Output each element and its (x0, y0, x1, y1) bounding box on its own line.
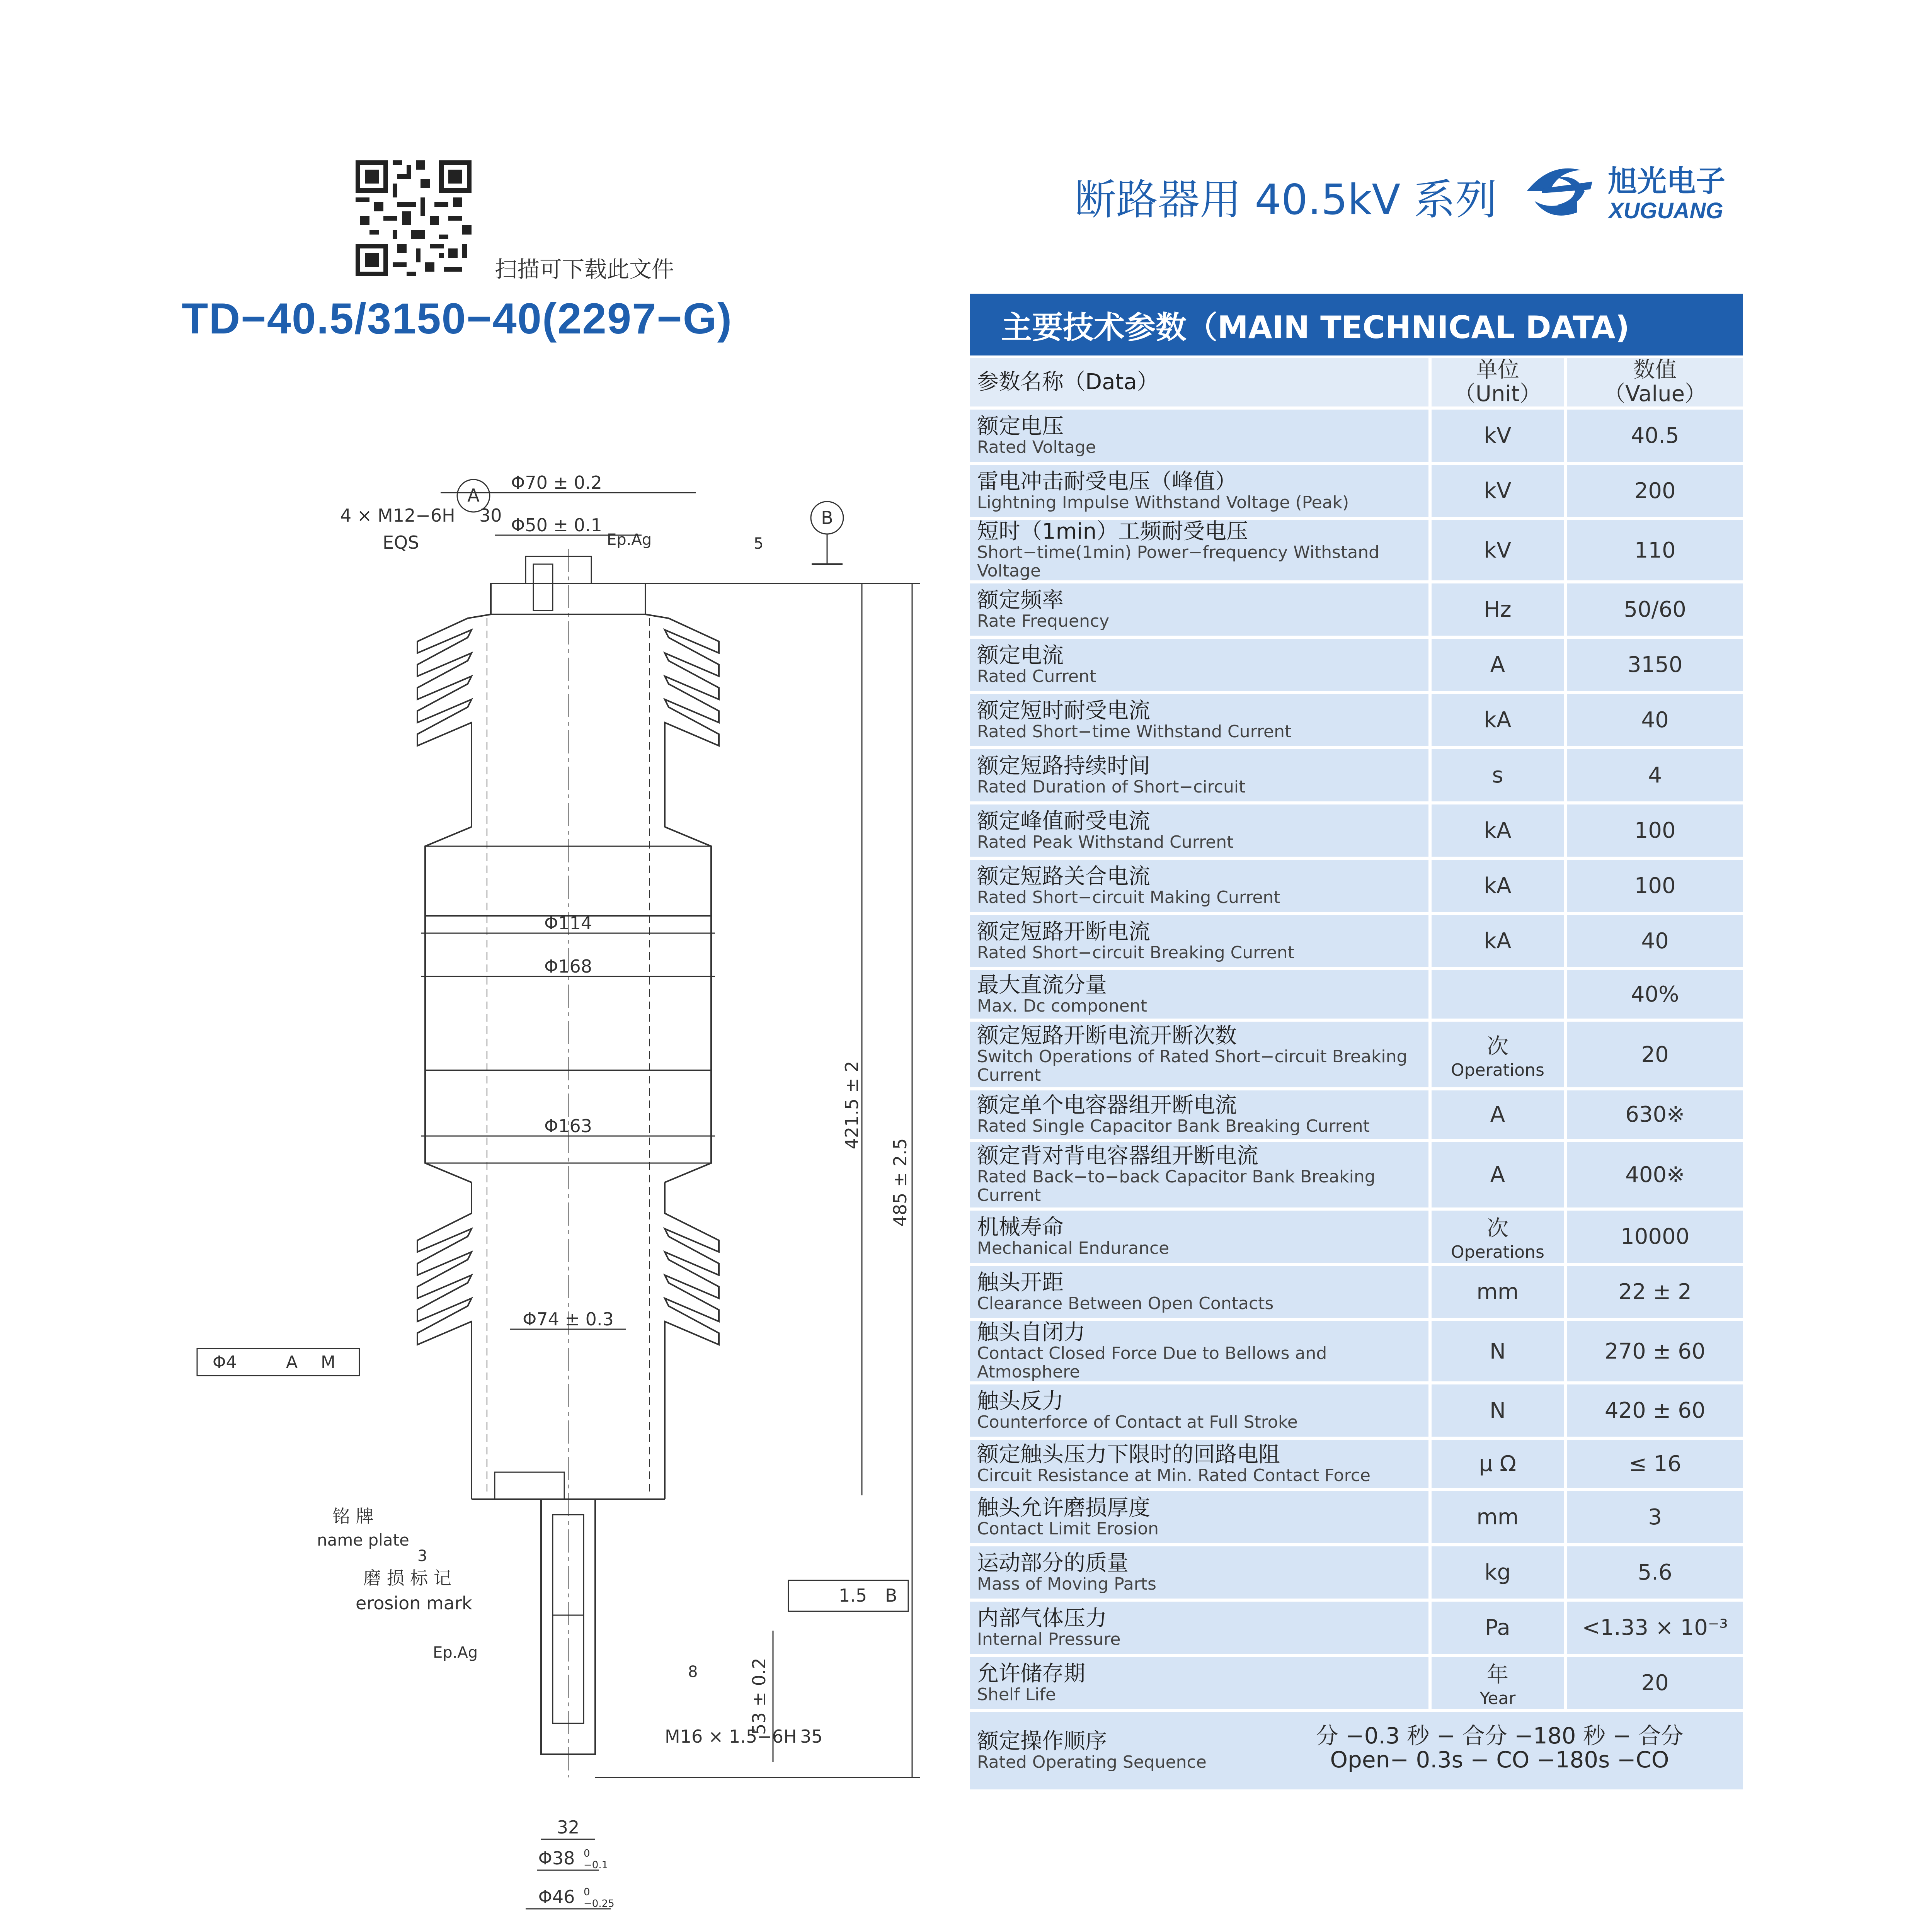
op-seq-cn: 分 −0.3 秒 − 合分 −180 秒 − 合分 (1316, 1723, 1684, 1749)
param-en: Switch Operations of Rated Short−circuit Breaking Current (977, 1047, 1408, 1085)
tech-row (970, 1266, 1743, 1318)
perp-ref: B (885, 1585, 897, 1606)
unit: N (1489, 1338, 1506, 1364)
value-cell: <1.33 × 10⁻³ (1567, 1602, 1743, 1654)
op-seq-value (1287, 1724, 1712, 1772)
param-cn: 运动部分的质量 (977, 1550, 1129, 1576)
param-cn: 机械寿命 (977, 1214, 1064, 1240)
value-cell: 40 (1567, 915, 1743, 967)
param-en: Short−time(1min) Power−frequency Withstand Voltage (977, 543, 1380, 581)
value-cell: 110 (1567, 520, 1743, 580)
value-cell: 40 (1567, 694, 1743, 746)
param-cn: 额定电流 (977, 643, 1064, 668)
param-cn: 额定背对背电容器组开断电流 (977, 1143, 1258, 1168)
param-en: Rated Operating Sequence (977, 1752, 1207, 1772)
param-cell (970, 749, 1428, 801)
param-cn: 触头开距 (977, 1270, 1064, 1295)
param-en: Lightning Impulse Withstand Voltage (Peak) (977, 492, 1349, 512)
param-en: Counterforce of Contact at Full Stroke (977, 1412, 1298, 1432)
unit-cell (1432, 410, 1564, 462)
tech-row (970, 583, 1743, 636)
unit-cell (1432, 639, 1564, 691)
eqs-label: EQS (383, 532, 419, 553)
tech-row (970, 1546, 1743, 1599)
unit-cell (1432, 520, 1564, 580)
value-cell: 20 (1567, 1022, 1743, 1087)
op-seq-en: Open− 0.3s − CO −180s −CO (1330, 1747, 1669, 1773)
col-param: 参数名称（Data） (970, 358, 1428, 406)
unit-cell (1432, 915, 1564, 967)
param-en: Internal Pressure (977, 1629, 1121, 1649)
param-en: Rated Voltage (977, 437, 1096, 457)
param-cell (970, 1321, 1428, 1381)
value-cell: 270 ± 60 (1567, 1321, 1743, 1381)
unit: A (1490, 1162, 1505, 1187)
brand-en: XUGUANG (1609, 198, 1723, 223)
unit: s (1492, 763, 1503, 788)
dim-3: 3 (417, 1547, 427, 1565)
value-cell: 3150 (1567, 639, 1743, 691)
unit: kA (1484, 929, 1512, 954)
tech-row (970, 1090, 1743, 1139)
nameplate-en: name plate (317, 1531, 409, 1549)
tech-row (970, 1657, 1743, 1709)
tech-row (970, 1440, 1743, 1488)
unit-cell (1432, 1602, 1564, 1654)
dim-h485: 485 ± 2.5 (890, 1138, 911, 1227)
unit-cell (1432, 1211, 1564, 1263)
param-cn: 额定单个电容器组开断电流 (977, 1092, 1237, 1118)
unit-cell (1432, 1321, 1564, 1381)
param-cn: 短时（1min）工频耐受电压 (977, 519, 1248, 544)
value-cell: 22 ± 2 (1567, 1266, 1743, 1318)
unit: kV (1484, 478, 1512, 503)
thread-bottom-depth: 35 (800, 1726, 823, 1747)
param-cn: 触头反力 (977, 1388, 1064, 1414)
unit: mm (1476, 1505, 1519, 1530)
param-cn: 额定频率 (977, 587, 1064, 613)
param-cell (970, 915, 1428, 967)
unit-cell (1432, 1440, 1564, 1488)
dim-h53: 53 ± 0.2 (749, 1658, 770, 1735)
epag-top: Ep.Ag (607, 531, 652, 549)
dim-d50: Φ50 ± 0.1 (511, 515, 602, 536)
nameplate-cn: 铭 牌 (332, 1506, 374, 1527)
unit: kA (1484, 873, 1512, 898)
tech-row (970, 694, 1743, 746)
dim-d70: Φ70 ± 0.2 (511, 472, 602, 493)
dim-d74: Φ74 ± 0.3 (523, 1309, 614, 1330)
tech-table (967, 355, 1746, 1793)
value-cell: 420 ± 60 (1567, 1384, 1743, 1437)
perp-tol: 1.5 (839, 1585, 867, 1606)
value-cell: 50/60 (1567, 583, 1743, 636)
param-cell (970, 1022, 1428, 1087)
tech-row (970, 1602, 1743, 1654)
param-cell (970, 1211, 1428, 1263)
dim-d168: Φ168 (544, 956, 592, 977)
unit-cell (1432, 749, 1564, 801)
param-cell (970, 1090, 1428, 1139)
dim-d163: Φ163 (544, 1116, 592, 1136)
param-en: Rate Frequency (977, 611, 1110, 631)
value-cell: 10000 (1567, 1211, 1743, 1263)
dim-d46: Φ46 (538, 1886, 575, 1907)
unit-cell (1432, 1546, 1564, 1599)
value-cell: 3 (1567, 1491, 1743, 1543)
param-cell (970, 639, 1428, 691)
param-cn: 额定短路开断电流 (977, 919, 1150, 944)
thread-top-depth: 30 (479, 505, 502, 526)
param-en: Rated Short−circuit Making Current (977, 887, 1280, 907)
position-tol-value: Φ4 (213, 1352, 237, 1372)
param-cn: 额定短路开断电流开断次数 (977, 1023, 1237, 1048)
brand-cn: 旭光电子 (1608, 164, 1725, 198)
param-cn: 额定峰值耐受电流 (977, 808, 1150, 834)
dim-d114: Φ114 (544, 913, 592, 934)
tech-row (970, 1321, 1743, 1381)
dim-d38-tol-hi: 0 (584, 1848, 590, 1859)
param-en: Rated Short−time Withstand Current (977, 721, 1292, 742)
param-cn: 最大直流分量 (977, 972, 1107, 998)
tech-row (970, 804, 1743, 857)
unit-en: Year (1479, 1689, 1516, 1708)
unit: kV (1484, 537, 1512, 563)
param-cn: 额定短路关合电流 (977, 864, 1150, 889)
qr-caption: 扫描可下载此文件 (495, 256, 674, 282)
unit: A (1490, 652, 1505, 677)
tech-row (970, 1491, 1743, 1543)
dim-d38: Φ38 (538, 1848, 575, 1869)
param-cell (970, 694, 1428, 746)
tech-row (970, 749, 1743, 801)
param-cell (970, 804, 1428, 857)
dim-d46-tol-hi: 0 (584, 1886, 590, 1898)
xuguang-logo (1519, 155, 1751, 228)
unit-cell (1432, 583, 1564, 636)
param-en: Rated Current (977, 666, 1096, 686)
dim-h421: 421.5 ± 2 (841, 1061, 862, 1150)
tech-row (970, 1211, 1743, 1263)
tech-table-header (970, 358, 1743, 406)
series-title: 断路器用 40.5kV 系列 (1074, 176, 1497, 224)
param-cn: 额定短路持续时间 (977, 753, 1150, 779)
unit: Hz (1484, 597, 1512, 622)
tech-row (970, 520, 1743, 580)
param-cn: 额定短时耐受电流 (977, 698, 1150, 723)
value-cell: 630※ (1567, 1090, 1743, 1139)
value-cell: ≤ 16 (1567, 1440, 1743, 1488)
tech-row (970, 860, 1743, 912)
tech-row (970, 639, 1743, 691)
param-en: Rated Single Capacitor Bank Breaking Current (977, 1116, 1370, 1136)
unit-cell (1432, 1090, 1564, 1139)
unit: 次 (1486, 1034, 1508, 1059)
param-cn: 额定电压 (977, 413, 1064, 439)
param-cell (970, 1657, 1428, 1709)
value-cell: 4 (1567, 749, 1743, 801)
model-number: TD−40.5/3150−40(2297−G) (182, 294, 733, 343)
param-cell (970, 1384, 1428, 1437)
param-cell (970, 1440, 1428, 1488)
unit: 次 (1486, 1216, 1508, 1241)
unit: A (1490, 1102, 1505, 1127)
thread-bottom: M16 × 1.5−6H (665, 1726, 797, 1747)
param-en: Mass of Moving Parts (977, 1574, 1156, 1594)
param-cn: 雷电冲击耐受电压（峰值） (977, 469, 1237, 494)
tech-row (970, 410, 1743, 462)
unit-cell (1432, 1384, 1564, 1437)
tech-row (970, 1142, 1743, 1208)
value-cell: 40% (1567, 970, 1743, 1019)
qr-code (356, 160, 472, 276)
unit: 年 (1486, 1662, 1508, 1687)
param-en: Contact Closed Force Due to Bellows and Atmosphere (977, 1344, 1327, 1382)
tech-row (970, 1022, 1743, 1087)
dim-8: 8 (688, 1663, 698, 1681)
param-cell (970, 520, 1428, 580)
param-cell (970, 970, 1428, 1019)
value-cell: 100 (1567, 804, 1743, 857)
unit: kV (1484, 423, 1512, 448)
unit-cell (1432, 970, 1564, 1019)
unit: mm (1476, 1279, 1519, 1304)
value-cell: 40.5 (1567, 410, 1743, 462)
param-en: Rated Duration of Short−circuit (977, 777, 1246, 797)
param-cell (970, 410, 1428, 462)
erosion-cn: 磨 损 标 记 (363, 1568, 451, 1588)
param-cn: 触头允许磨损厚度 (977, 1495, 1150, 1520)
unit: kA (1484, 818, 1512, 843)
unit-cell (1432, 694, 1564, 746)
unit-cell (1432, 1022, 1564, 1087)
unit-cell (1432, 1142, 1564, 1208)
erosion-en: erosion mark (356, 1593, 472, 1614)
param-en: Contact Limit Erosion (977, 1519, 1159, 1539)
unit-en: Operations (1451, 1060, 1544, 1080)
interrupter-drawing (170, 402, 943, 1910)
thread-top: 4 × M12−6H (340, 505, 455, 526)
tech-table-title: 主要技术参数（MAIN TECHNICAL DATA) (970, 294, 1743, 355)
tech-row (970, 465, 1743, 517)
tech-row (970, 1384, 1743, 1437)
unit-cell (1432, 465, 1564, 517)
param-en: Clearance Between Open Contacts (977, 1293, 1274, 1313)
tech-row-op-seq (970, 1712, 1743, 1789)
unit: μ Ω (1479, 1451, 1517, 1476)
value-cell: 100 (1567, 860, 1743, 912)
unit-cell (1432, 804, 1564, 857)
param-en: Rated Short−circuit Breaking Current (977, 942, 1294, 963)
param-cn: 内部气体压力 (977, 1605, 1107, 1631)
datum-b: B (821, 507, 833, 528)
param-cell (970, 1266, 1428, 1318)
value-cell: 5.6 (1567, 1546, 1743, 1599)
unit: kA (1484, 707, 1512, 733)
param-cell (970, 1602, 1428, 1654)
param-cell (970, 1142, 1428, 1208)
unit: Pa (1485, 1615, 1510, 1640)
param-en: Rated Back−to−back Capacitor Bank Breaking Current (977, 1167, 1376, 1205)
datum-a: A (467, 485, 480, 506)
value-cell: 20 (1567, 1657, 1743, 1709)
param-en: Shelf Life (977, 1684, 1056, 1704)
dim-32: 32 (557, 1817, 580, 1838)
dim-5: 5 (754, 535, 764, 553)
param-cell (970, 1491, 1428, 1543)
param-en: Rated Peak Withstand Current (977, 832, 1234, 852)
value-cell: 400※ (1567, 1142, 1743, 1208)
unit-en: Operations (1451, 1242, 1544, 1262)
param-en: Circuit Resistance at Min. Rated Contact Force (977, 1465, 1371, 1485)
epag-bottom: Ep.Ag (433, 1644, 478, 1662)
param-cell (970, 583, 1428, 636)
unit-cell (1432, 1657, 1564, 1709)
param-en: Max. Dc component (977, 996, 1147, 1016)
unit-cell (1432, 1266, 1564, 1318)
param-cell (970, 1546, 1428, 1599)
param-cn: 允许储存期 (977, 1661, 1085, 1686)
unit: kg (1484, 1560, 1511, 1585)
param-cell (970, 860, 1428, 912)
tech-row (970, 970, 1743, 1019)
param-en: Mechanical Endurance (977, 1238, 1170, 1258)
position-tol-ref: A (286, 1352, 298, 1372)
param-cell (970, 1712, 1743, 1789)
dim-d46-tol-lo: −0.25 (584, 1898, 615, 1910)
param-cn: 额定触头压力下限时的回路电阻 (977, 1442, 1280, 1467)
value-cell: 200 (1567, 465, 1743, 517)
col-unit: 单位 （Unit） (1432, 358, 1564, 406)
unit: N (1489, 1398, 1506, 1423)
unit-cell (1432, 1491, 1564, 1543)
param-cn: 额定操作顺序 (977, 1729, 1107, 1754)
param-cell (970, 465, 1428, 517)
unit-cell (1432, 860, 1564, 912)
col-value: 数值 （Value） (1567, 358, 1743, 406)
param-cn: 触头自闭力 (977, 1320, 1085, 1345)
tech-row (970, 915, 1743, 967)
position-tol-m: M (321, 1352, 335, 1372)
dim-d38-tol-lo: −0.1 (584, 1859, 608, 1871)
